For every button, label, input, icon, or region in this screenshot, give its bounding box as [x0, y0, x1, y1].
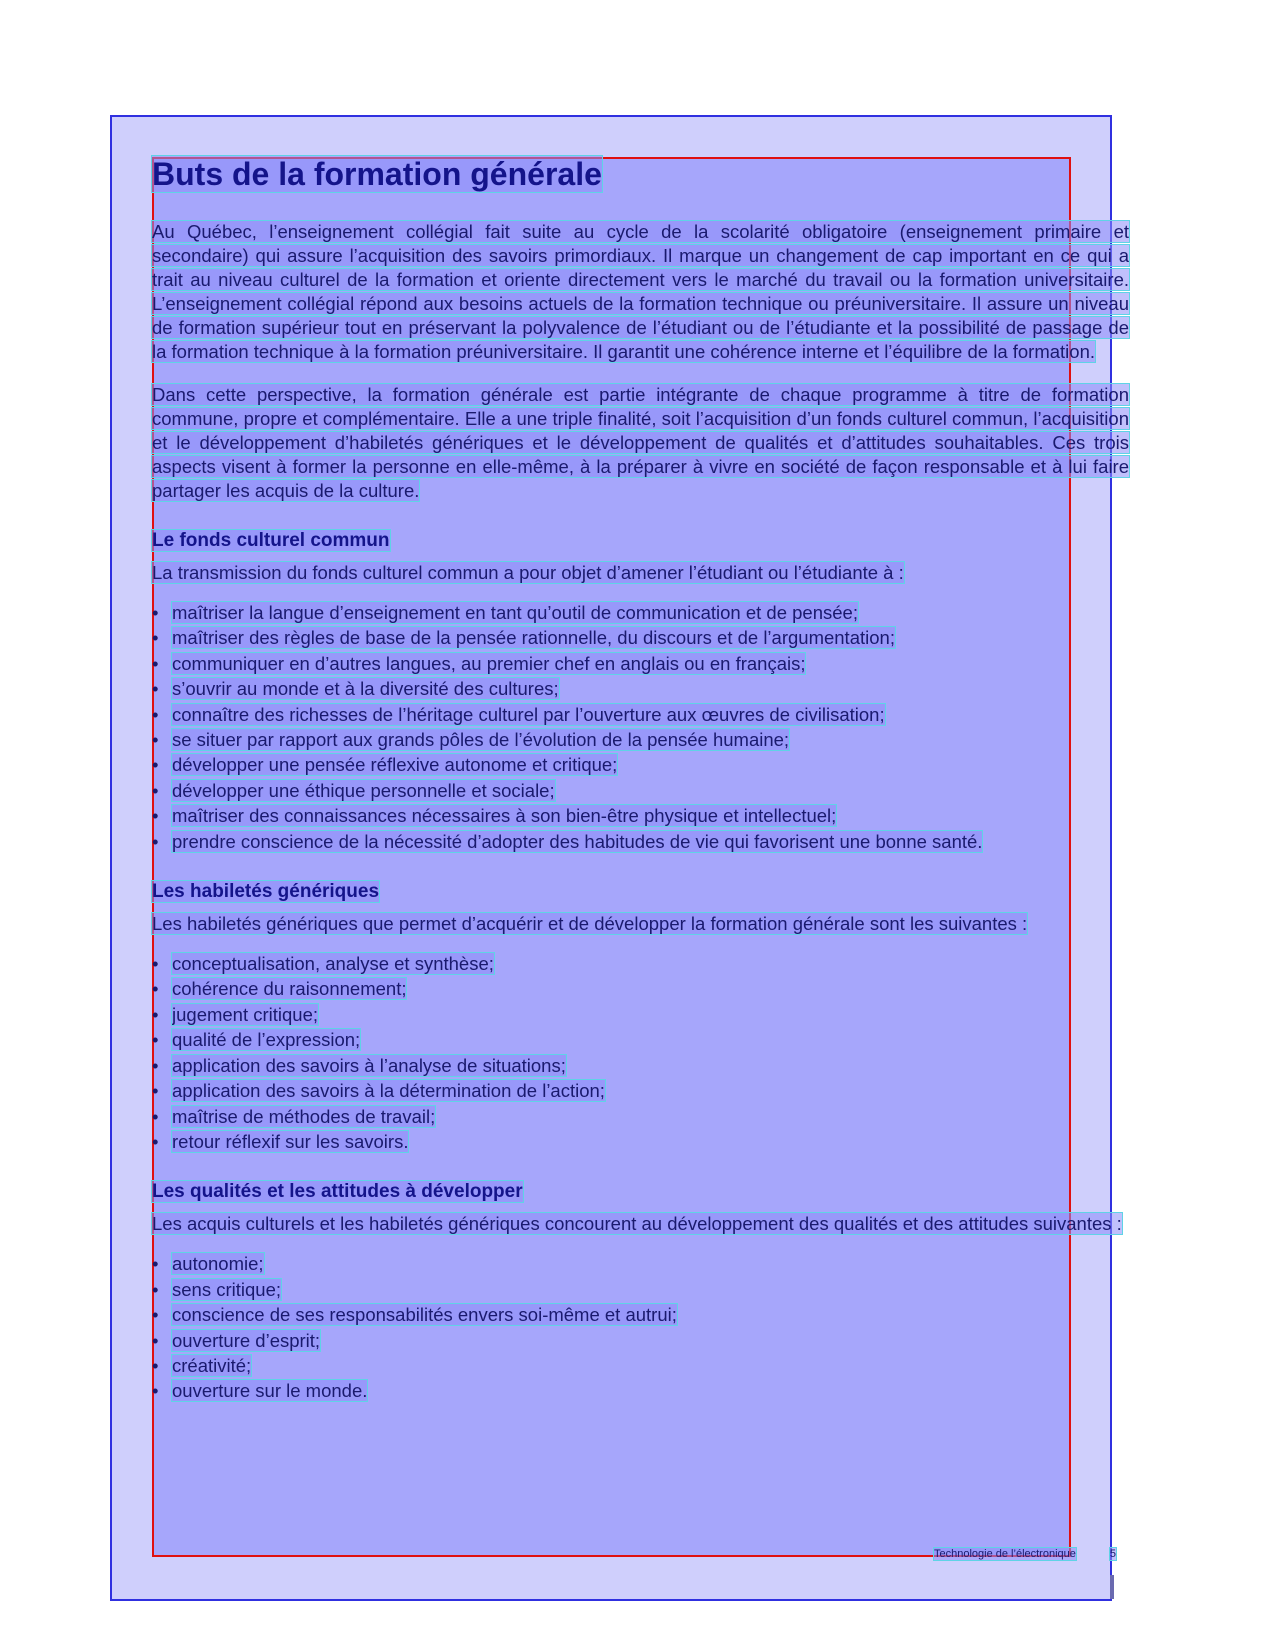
bullet-icon: •	[152, 1054, 159, 1076]
page-footer	[934, 1548, 1116, 1560]
page-number: 5	[1109, 1548, 1117, 1560]
list-item	[152, 1353, 1129, 1378]
section-lead: La transmission du fonds culturel commun a pour objet d’amener l’étudiant ou l’étudiante à :	[152, 562, 904, 583]
list-item-text: maîtriser des connaissances nécessaires à son bien-être physique et intellectuel;	[172, 805, 837, 827]
list-item	[152, 600, 1129, 625]
list-item	[152, 1002, 1129, 1027]
bullet-icon: •	[152, 703, 159, 725]
list-item	[152, 778, 1129, 803]
bullet-icon: •	[152, 779, 159, 801]
bullet-icon: •	[152, 978, 159, 1000]
bullet-icon: •	[152, 1003, 159, 1025]
list-item-text: conscience de ses responsabilités envers soi-même et autrui;	[172, 1304, 677, 1326]
list-item-text: connaître des richesses de l’héritage culturel par l’ouverture aux œuvres de civilisation;	[172, 703, 885, 725]
bullet-icon: •	[152, 1130, 159, 1152]
list-item-text: s’ouvrir au monde et à la diversité des cultures;	[172, 678, 559, 700]
list-item	[152, 625, 1129, 650]
bullet-list	[152, 1251, 1129, 1403]
section-heading: Le fonds culturel commun	[152, 530, 390, 551]
page-title: Buts de la formation générale	[152, 156, 602, 192]
bullet-icon: •	[152, 602, 159, 623]
list-item	[152, 752, 1129, 777]
bullet-icon: •	[152, 729, 159, 751]
list-item-text: ouverture d’esprit;	[172, 1329, 321, 1351]
list-item	[152, 1378, 1129, 1403]
bullet-icon: •	[152, 1354, 159, 1376]
list-item-text: autonomie;	[172, 1253, 264, 1275]
bullet-icon: •	[152, 1253, 159, 1275]
list-item	[152, 1078, 1129, 1103]
list-item	[152, 803, 1129, 828]
margin-mark	[1110, 1575, 1114, 1599]
list-item-text: conceptualisation, analyse et synthèse;	[172, 953, 494, 975]
list-item-text: communiquer en d’autres langues, au premier chef en anglais ou en français;	[172, 652, 806, 674]
bullet-icon: •	[152, 1105, 159, 1127]
list-item-text: qualité de l’expression;	[172, 1029, 361, 1051]
list-item-text: se situer par rapport aux grands pôles de l’évolution de la pensée humaine;	[172, 729, 790, 751]
section-heading: Les habiletés génériques	[152, 881, 380, 903]
bullet-icon: •	[152, 652, 159, 674]
list-item-text: application des savoirs à la détermination de l’action;	[172, 1080, 605, 1102]
list-item	[152, 829, 1129, 854]
list-item-text: sens critique;	[172, 1278, 281, 1300]
list-item	[152, 1053, 1129, 1078]
bullet-icon: •	[152, 1278, 159, 1300]
list-item	[152, 676, 1129, 701]
sections	[152, 503, 1129, 1404]
list-item	[152, 976, 1129, 1001]
list-item	[152, 1027, 1129, 1052]
bullet-icon: •	[152, 953, 159, 975]
bullet-icon: •	[152, 754, 159, 776]
list-item-text: maîtriser la langue d’enseignement en tant qu’outil de communication et de pensée;	[172, 602, 858, 623]
list-item	[152, 1104, 1129, 1129]
list-item-text: créativité;	[172, 1354, 252, 1376]
section-lead: Les habiletés génériques que permet d’acquérir et de développer la formation générale sont les suivantes :	[152, 913, 1028, 935]
list-item	[152, 702, 1129, 727]
list-item	[152, 1251, 1129, 1276]
list-item	[152, 951, 1129, 976]
list-item	[152, 651, 1129, 676]
bullet-icon: •	[152, 1380, 159, 1402]
bullet-icon: •	[152, 627, 159, 649]
footer-title: Technologie de l’électronique	[934, 1548, 1076, 1560]
bullet-icon: •	[152, 830, 159, 852]
bullet-icon: •	[152, 1080, 159, 1102]
list-item	[152, 1129, 1129, 1154]
bullet-icon: •	[152, 1304, 159, 1326]
list-item-text: application des savoirs à l’analyse de situations;	[172, 1054, 566, 1076]
list-item-text: jugement critique;	[172, 1003, 319, 1025]
list-item	[152, 1302, 1129, 1327]
list-item-text: ouverture sur le monde.	[172, 1380, 368, 1402]
bullet-icon: •	[152, 805, 159, 827]
section	[152, 503, 1129, 854]
bullet-list	[152, 600, 1129, 854]
intro-paragraph-2: Dans cette perspective, la formation générale est partie intégrante de chaque programme à titre de formation commune, propre et complémentaire. Elle a une triple finalité, soit l’acquisition d’un fonds culturel commun, l’acquisition et le développement d’habiletés génériques et le développement de qualités et d’attitudes souhaitables. Ces trois aspects visent à former la personne en elle-même, à la préparer à vivre en société de façon responsable et à lui faire partager les acquis de la culture.	[152, 384, 1129, 501]
list-item-text: développer une éthique personnelle et sociale;	[172, 779, 555, 801]
bullet-icon: •	[152, 1029, 159, 1051]
section-heading: Les qualités et les attitudes à développer	[152, 1181, 523, 1203]
list-item-text: retour réflexif sur les savoirs.	[172, 1130, 409, 1152]
list-item	[152, 1328, 1129, 1353]
section	[152, 1154, 1129, 1403]
list-item	[152, 727, 1129, 752]
document-body	[152, 154, 1129, 1404]
section-lead: Les acquis culturels et les habiletés génériques concourent au développement des qualités et des attitudes suivantes :	[152, 1213, 1122, 1235]
bullet-icon: •	[152, 678, 159, 700]
list-item	[152, 1277, 1129, 1302]
intro-paragraph-1: Au Québec, l’enseignement collégial fait suite au cycle de la scolarité obligatoire (enseignement primaire et secondaire) qui assure l’acquisition des savoirs primordiaux. Il marque un changement de cap important en ce qui a trait au niveau culturel de la formation et oriente directement vers le marché du travail ou la formation universitaire. L’enseignement collégial répond aux besoins actuels de la formation technique ou préuniversitaire. Il assure un niveau de formation supérieur tout en préservant la polyvalence de l’étudiant ou de l’étudiante et la possibilité de passage de la formation technique à la formation préuniversitaire. Il garantit une cohérence interne et l’équilibre de la formation.	[152, 221, 1129, 362]
section	[152, 854, 1129, 1154]
list-item-text: maîtriser des règles de base de la pensée rationnelle, du discours et de l’argumentation;	[172, 627, 895, 649]
bullet-icon: •	[152, 1329, 159, 1351]
list-item-text: maîtrise de méthodes de travail;	[172, 1105, 436, 1127]
bullet-list	[152, 951, 1129, 1154]
list-item-text: cohérence du raisonnement;	[172, 978, 407, 1000]
list-item-text: développer une pensée réflexive autonome et critique;	[172, 754, 618, 776]
list-item-text: prendre conscience de la nécessité d’adopter des habitudes de vie qui favorisent une bonne santé.	[172, 830, 983, 852]
